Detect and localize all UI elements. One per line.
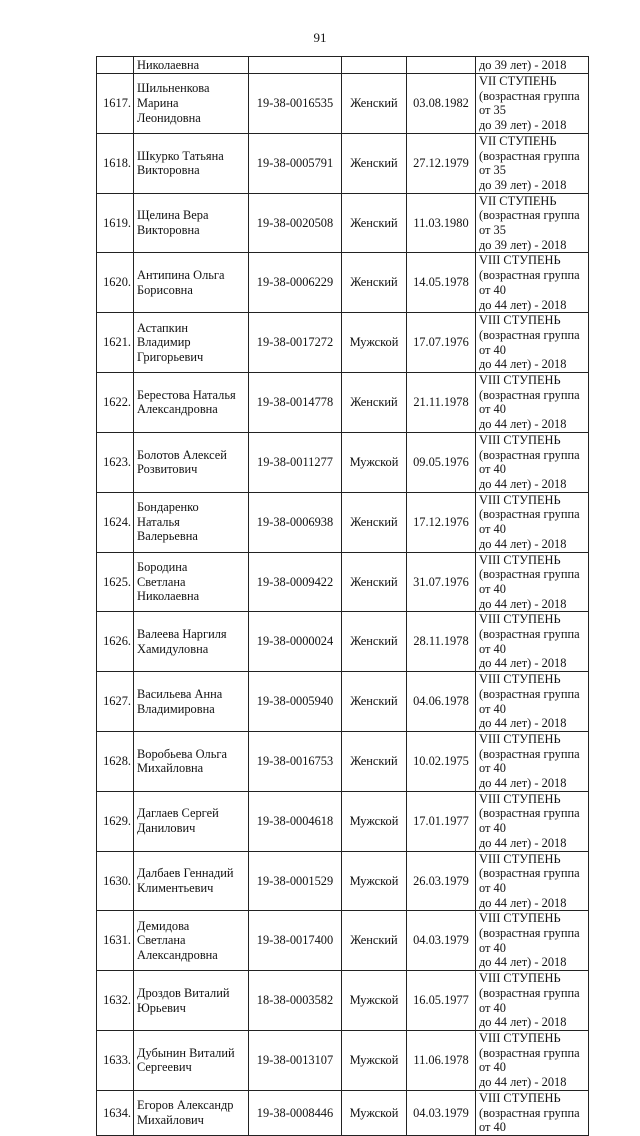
level-cell: [476, 57, 589, 74]
id-cell: 19-38-0006938: [249, 492, 342, 552]
level-line: до 44 лет) - 2018: [479, 835, 567, 850]
level-line: VII СТУПЕНЬ: [479, 193, 557, 208]
id-cell: 19-38-0016535: [249, 74, 342, 134]
sex-cell: Мужской: [342, 851, 407, 911]
level-cell: [476, 971, 589, 1031]
sex-cell: Мужской: [342, 1090, 407, 1135]
name-line: Григорьевич: [137, 350, 204, 364]
id-cell: 19-38-0020508: [249, 193, 342, 253]
level-cell: [476, 851, 589, 911]
level-line: VIII СТУПЕНЬ: [479, 492, 561, 507]
name-cell: [134, 1031, 249, 1091]
date-cell: 26.03.1979: [407, 851, 476, 911]
date-cell: 10.02.1975: [407, 731, 476, 791]
table-row: [97, 971, 589, 1031]
name-line: Леонидовна: [137, 110, 201, 125]
level-line: до 44 лет) - 2018: [479, 1075, 567, 1090]
level-line: VII СТУПЕНЬ: [479, 74, 557, 88]
level-line: (возрастная группа от 35: [479, 148, 580, 178]
level-cell: [476, 612, 589, 672]
level-cell: [476, 552, 589, 612]
row-number-cell: 1632.: [97, 971, 134, 1031]
id-cell: 19-38-0005791: [249, 133, 342, 193]
level-cell: [476, 253, 589, 313]
name-line: Юрьевич: [137, 1000, 186, 1015]
row-number-cell: 1620.: [97, 253, 134, 313]
level-line: VIII СТУПЕНЬ: [479, 432, 561, 447]
name-line: Михайловна: [137, 761, 204, 776]
row-number-cell: 1624.: [97, 492, 134, 552]
level-line: VIII СТУПЕНЬ: [479, 971, 561, 986]
row-number-cell: 1633.: [97, 1031, 134, 1091]
level-line: VIII СТУПЕНЬ: [479, 1090, 561, 1105]
level-cell: [476, 672, 589, 732]
level-line: VIII СТУПЕНЬ: [479, 672, 561, 687]
id-cell: 19-38-0011277: [249, 432, 342, 492]
table-row: [97, 851, 589, 911]
level-line: VII СТУПЕНЬ: [479, 133, 557, 148]
sex-cell: Женский: [342, 373, 407, 433]
row-number-cell: 1626.: [97, 612, 134, 672]
name-line: Михайлович: [137, 1112, 204, 1127]
row-number-cell: 1617.: [97, 74, 134, 134]
name-cell: [134, 373, 249, 433]
level-cell: [476, 74, 589, 134]
name-cell: [134, 552, 249, 612]
name-cell: [134, 911, 249, 971]
name-line: Даглаев Сергей: [137, 806, 219, 821]
row-number-cell: 1630.: [97, 851, 134, 911]
id-cell: 18-38-0003582: [249, 971, 342, 1031]
date-cell: 11.03.1980: [407, 193, 476, 253]
sex-cell: Женский: [342, 552, 407, 612]
name-line: Антипина Ольга: [137, 268, 225, 283]
date-cell: 04.03.1979: [407, 1090, 476, 1135]
level-line: VIII СТУПЕНЬ: [479, 373, 561, 388]
level-line: (возрастная группа от 35: [479, 208, 580, 238]
date-cell: 17.01.1977: [407, 791, 476, 851]
level-line: до 44 лет) - 2018: [479, 895, 567, 910]
name-line: Викторовна: [137, 163, 200, 178]
date-cell: 28.11.1978: [407, 612, 476, 672]
level-line: (возрастная группа от 40: [479, 926, 580, 955]
level-line: VIII СТУПЕНЬ: [479, 253, 561, 268]
level-line: (возрастная группа от 40: [479, 627, 580, 656]
row-number-cell: 1629.: [97, 791, 134, 851]
sex-cell: Мужской: [342, 432, 407, 492]
date-cell: 27.12.1979: [407, 133, 476, 193]
level-line: (возрастная группа от 40: [479, 387, 580, 417]
table-row: [97, 133, 589, 193]
level-line: до 44 лет) - 2018: [479, 476, 567, 491]
level-line: до 39 лет) - 2018: [479, 237, 567, 252]
table-row: [97, 74, 589, 134]
level-cell: [476, 373, 589, 433]
name-line: Светлана: [137, 933, 186, 948]
level-line: VIII СТУПЕНЬ: [479, 851, 561, 866]
level-line: (возрастная группа от 40: [479, 567, 580, 596]
name-line: Воробьева Ольга: [137, 746, 227, 761]
level-line: до 39 лет) - 2018: [479, 118, 567, 133]
id-cell: 19-38-0008446: [249, 1090, 342, 1135]
level-cell: [476, 133, 589, 193]
date-cell: 03.08.1982: [407, 74, 476, 134]
table-row: [97, 731, 589, 791]
level-line: до 44 лет) - 2018: [479, 357, 567, 372]
name-line: Шкурко Татьяна: [137, 148, 224, 163]
id-cell: 19-38-0014778: [249, 373, 342, 433]
level-line: VIII СТУПЕНЬ: [479, 313, 561, 328]
date-cell: 09.05.1976: [407, 432, 476, 492]
level-cell: [476, 911, 589, 971]
sex-cell: Женский: [342, 133, 407, 193]
level-cell: [476, 492, 589, 552]
level-line: (возрастная группа от 40: [479, 1045, 580, 1075]
name-line: Климентьевич: [137, 880, 214, 895]
name-line: Марина: [137, 96, 179, 111]
date-cell: 31.07.1976: [407, 552, 476, 612]
level-line: (возрастная группа от 40: [479, 746, 580, 776]
sex-cell: Женский: [342, 74, 407, 134]
name-line: Егоров Александр: [137, 1098, 234, 1113]
level-cell: [476, 1090, 589, 1135]
name-line: Николаевна: [137, 57, 200, 72]
name-line: Николаевна: [137, 589, 200, 604]
level-line: (возрастная группа от 40: [479, 507, 580, 537]
row-number-cell: 1619.: [97, 193, 134, 253]
id-cell: 19-38-0004618: [249, 791, 342, 851]
sex-cell: Женский: [342, 731, 407, 791]
id-cell: 19-38-0013107: [249, 1031, 342, 1091]
name-line: Наталья: [137, 514, 180, 529]
id-cell: 19-38-0001529: [249, 851, 342, 911]
name-cell: [134, 57, 249, 74]
sex-cell: Женский: [342, 911, 407, 971]
name-line: Васильева Анна: [137, 686, 223, 701]
name-cell: [134, 432, 249, 492]
sex-cell: Женский: [342, 612, 407, 672]
name-line: Шильненкова: [137, 81, 210, 96]
level-cell: [476, 791, 589, 851]
row-number-cell: 1623.: [97, 432, 134, 492]
id-cell: 19-38-0009422: [249, 552, 342, 612]
name-cell: [134, 133, 249, 193]
table-row: [97, 791, 589, 851]
row-number-cell: 1621.: [97, 313, 134, 373]
date-cell: 21.11.1978: [407, 373, 476, 433]
id-cell: 19-38-0006229: [249, 253, 342, 313]
level-line: (возрастная группа от 40: [479, 866, 580, 895]
name-line: Розвитович: [137, 462, 198, 477]
name-line: Хамидуловна: [137, 641, 209, 656]
row-number-cell: 1627.: [97, 672, 134, 732]
name-line: Викторовна: [137, 223, 200, 238]
id-cell: 19-38-0005940: [249, 672, 342, 732]
row-number-cell: 1631.: [97, 911, 134, 971]
level-cell: [476, 1031, 589, 1091]
name-line: Дроздов Виталий: [137, 985, 230, 1000]
sex-cell: Женский: [342, 672, 407, 732]
level-line: до 44 лет) - 2018: [479, 955, 567, 970]
table-row: [97, 672, 589, 732]
level-line: до 44 лет) - 2018: [479, 716, 567, 731]
name-cell: [134, 731, 249, 791]
level-line: VIII СТУПЕНЬ: [479, 731, 561, 746]
name-cell: [134, 612, 249, 672]
table-row: [97, 313, 589, 373]
name-cell: [134, 492, 249, 552]
row-number-cell: 1622.: [97, 373, 134, 433]
sex-cell: Мужской: [342, 791, 407, 851]
name-cell: [134, 74, 249, 134]
table-row: [97, 373, 589, 433]
level-line: до 39 лет) - 2018: [479, 177, 567, 192]
table-row: [97, 253, 589, 313]
table-row: [97, 911, 589, 971]
name-cell: [134, 193, 249, 253]
level-line: VIII СТУПЕНЬ: [479, 791, 561, 806]
name-line: Болотов Алексей: [137, 447, 227, 462]
name-line: Далбаев Геннадий: [137, 866, 234, 881]
date-cell: 11.06.1978: [407, 1031, 476, 1091]
level-cell: [476, 313, 589, 373]
name-cell: [134, 1090, 249, 1135]
name-line: Александровна: [137, 948, 218, 963]
date-cell: 04.03.1979: [407, 911, 476, 971]
name-line: Бондаренко: [137, 500, 199, 515]
id-cell: 19-38-0017272: [249, 313, 342, 373]
name-cell: [134, 253, 249, 313]
level-line: (возрастная группа от 40: [479, 806, 580, 836]
name-line: Берестова Наталья: [137, 387, 236, 402]
level-line: VIII СТУПЕНЬ: [479, 552, 561, 567]
table-row: [97, 492, 589, 552]
date-cell: [407, 57, 476, 74]
date-cell: 17.07.1976: [407, 313, 476, 373]
level-line: (возрастная группа от 40: [479, 447, 580, 477]
date-cell: 17.12.1976: [407, 492, 476, 552]
name-line: Борисовна: [137, 282, 193, 297]
name-line: Данилович: [137, 821, 196, 836]
name-cell: [134, 971, 249, 1031]
name-line: Владимировна: [137, 701, 215, 716]
level-cell: [476, 193, 589, 253]
level-line: до 44 лет) - 2018: [479, 656, 567, 671]
date-cell: 16.05.1977: [407, 971, 476, 1031]
name-line: Сергеевич: [137, 1060, 192, 1075]
level-line: VIII СТУПЕНЬ: [479, 612, 561, 627]
id-cell: 19-38-0016753: [249, 731, 342, 791]
registry-table: [96, 56, 589, 1136]
name-line: Дубынин Виталий: [137, 1045, 235, 1060]
level-line: до 44 лет) - 2018: [479, 297, 567, 312]
level-line: (возрастная группа от 40: [479, 686, 580, 716]
sex-cell: Мужской: [342, 1031, 407, 1091]
level-line: до 44 лет) - 2018: [479, 417, 567, 432]
table-row: [97, 193, 589, 253]
date-cell: 14.05.1978: [407, 253, 476, 313]
row-number-cell: 1634.: [97, 1090, 134, 1135]
sex-cell: [342, 57, 407, 74]
level-line: до 44 лет) - 2018: [479, 536, 567, 551]
level-line: (возрастная группа от 35: [479, 88, 580, 118]
name-line: Валерьевна: [137, 529, 198, 544]
level-line: VIII СТУПЕНЬ: [479, 911, 561, 926]
level-line: до 44 лет) - 2018: [479, 1015, 567, 1030]
name-line: Валеева Наргиля: [137, 627, 227, 642]
level-cell: [476, 432, 589, 492]
date-cell: 04.06.1978: [407, 672, 476, 732]
level-line: VIII СТУПЕНЬ: [479, 1031, 561, 1045]
name-cell: [134, 313, 249, 373]
name-cell: [134, 672, 249, 732]
table-row-continued: [97, 57, 589, 74]
level-line: (возрастная группа от 40: [479, 268, 580, 297]
level-cell: [476, 731, 589, 791]
id-cell: [249, 57, 342, 74]
table-row: [97, 612, 589, 672]
sex-cell: Женский: [342, 253, 407, 313]
sex-cell: Мужской: [342, 971, 407, 1031]
row-number-cell: 1625.: [97, 552, 134, 612]
name-line: Демидова: [137, 918, 190, 933]
level-line: до 39 лет) - 2018: [479, 57, 567, 72]
table-row: [97, 432, 589, 492]
level-line: (возрастная группа от 40: [479, 985, 580, 1015]
page-number: 91: [313, 30, 327, 45]
level-line: (возрастная группа от 40: [479, 1105, 580, 1135]
name-cell: [134, 851, 249, 911]
sex-cell: Мужской: [342, 313, 407, 373]
table-row: [97, 1031, 589, 1091]
row-number-cell: 1618.: [97, 133, 134, 193]
name-cell: [134, 791, 249, 851]
table-row: [97, 1090, 589, 1135]
name-line: Светлана: [137, 574, 186, 589]
row-number-cell: [97, 57, 134, 74]
level-line: до 44 лет) - 2018: [479, 596, 567, 611]
level-line: до 44 лет) - 2018: [479, 776, 567, 791]
id-cell: 19-38-0000024: [249, 612, 342, 672]
name-line: Владимир: [137, 335, 191, 350]
table-row: [97, 552, 589, 612]
name-line: Астапкин: [137, 320, 188, 335]
name-line: Бородина: [137, 559, 188, 574]
level-line: (возрастная группа от 40: [479, 327, 580, 357]
id-cell: 19-38-0017400: [249, 911, 342, 971]
name-line: Александровна: [137, 402, 218, 417]
registry-table-body: [97, 57, 589, 1136]
sex-cell: Женский: [342, 492, 407, 552]
row-number-cell: 1628.: [97, 731, 134, 791]
sex-cell: Женский: [342, 193, 407, 253]
name-line: Щелина Вера: [137, 208, 209, 223]
